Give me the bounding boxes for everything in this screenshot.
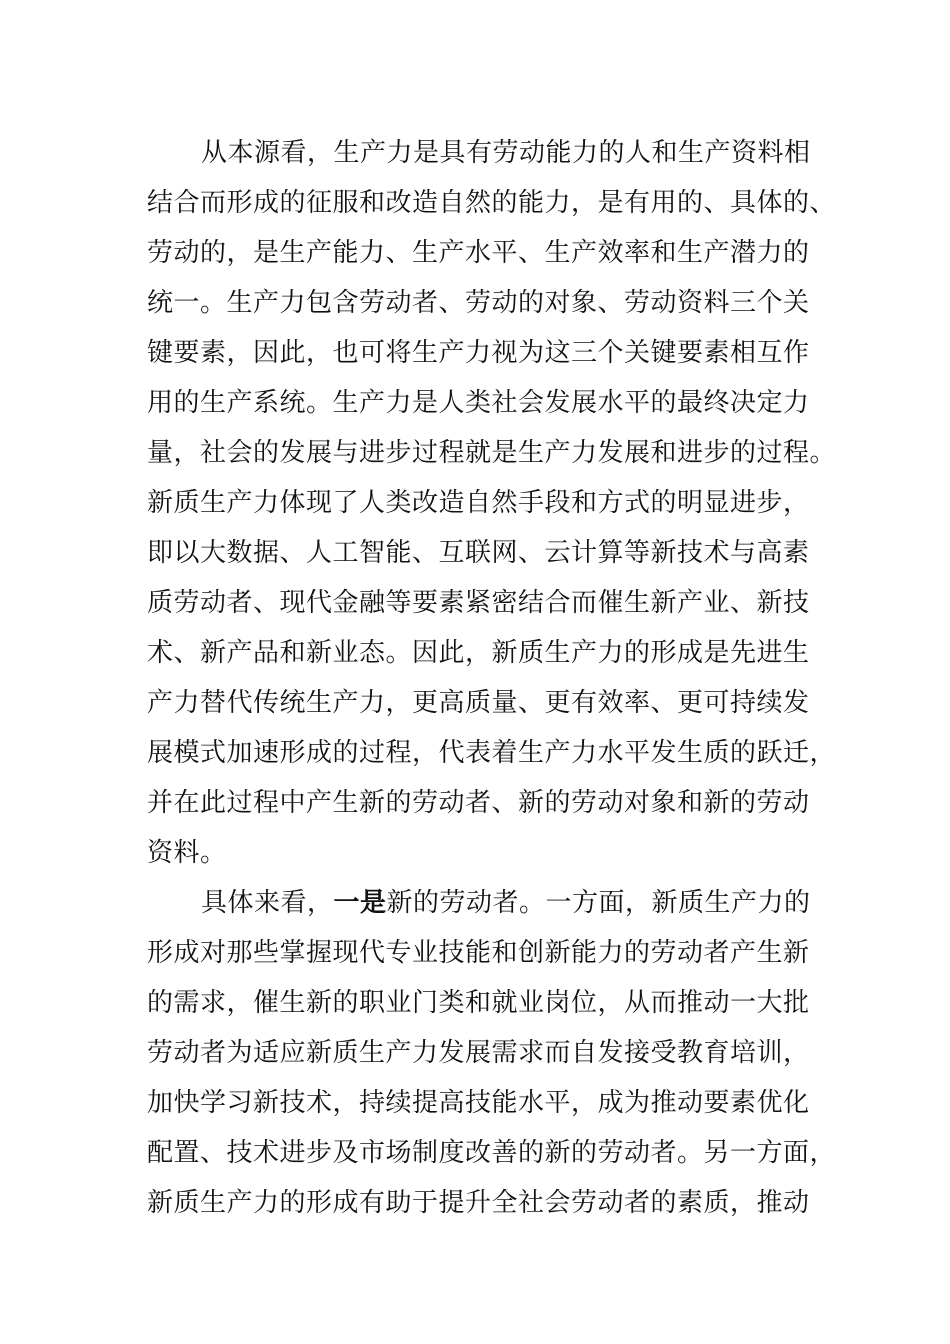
paragraph-2-line: 形成对那些掌握现代专业技能和创新能力的劳动者产生新: [147, 938, 810, 968]
paragraph-2-line: 配置、技术进步及市场制度改善的新的劳动者。另一方面，: [147, 1138, 837, 1168]
paragraph-2-line: 劳动者为适应新质生产力发展需求而自发接受教育培训，: [147, 1038, 810, 1068]
paragraph-2-prefix: 具体来看，: [201, 888, 334, 918]
paragraph-2-first-line: [147, 878, 811, 928]
paragraph-1-line: 质劳动者、现代金融等要素紧密结合而催生新产业、新技: [147, 588, 810, 618]
paragraph-2-first-line-rest: 新的劳动者。一方面，新质生产力的: [386, 888, 811, 918]
paragraph-2-line: 的需求，催生新的职业门类和就业岗位，从而推动一大批: [147, 988, 810, 1018]
paragraph-1-line: 键要素，因此，也可将生产力视为这三个关键要素相互作: [147, 338, 810, 368]
body-text: [147, 128, 837, 1228]
paragraph-2-line: 新质生产力的形成有助于提升全社会劳动者的素质，推动: [147, 1188, 810, 1218]
paragraph-1-line: 新质生产力体现了人类改造自然手段和方式的明显进步，: [147, 488, 810, 518]
paragraph-1-line: 量，社会的发展与进步过程就是生产力发展和进步的过程。: [147, 438, 837, 468]
paragraph-1-line: 从本源看，生产力是具有劳动能力的人和生产资料相: [201, 138, 811, 168]
paragraph-1-line: 资料。: [147, 838, 227, 868]
paragraph-1-line: 并在此过程中产生新的劳动者、新的劳动对象和新的劳动: [147, 788, 810, 818]
paragraph-2-bold-marker: 一是: [333, 888, 387, 918]
paragraph-1-line: 结合而形成的征服和改造自然的能力，是有用的、具体的、: [147, 188, 837, 218]
paragraph-1-line: 即以大数据、人工智能、互联网、云计算等新技术与高素: [147, 538, 810, 568]
paragraph-1-line: 展模式加速形成的过程，代表着生产力水平发生质的跃迁，: [147, 738, 837, 768]
paragraph-1-line: 术、新产品和新业态。因此，新质生产力的形成是先进生: [147, 638, 810, 668]
paragraph-1-line: 产力替代传统生产力，更高质量、更有效率、更可持续发: [147, 688, 810, 718]
paragraph-2-line: 加快学习新技术，持续提高技能水平，成为推动要素优化: [147, 1088, 810, 1118]
paragraph-1-line: 用的生产系统。生产力是人类社会发展水平的最终决定力: [147, 388, 810, 418]
paragraph-1-line: 统一。生产力包含劳动者、劳动的对象、劳动资料三个关: [147, 288, 810, 318]
paragraph-1-line: 劳动的，是生产能力、生产水平、生产效率和生产潜力的: [147, 238, 810, 268]
